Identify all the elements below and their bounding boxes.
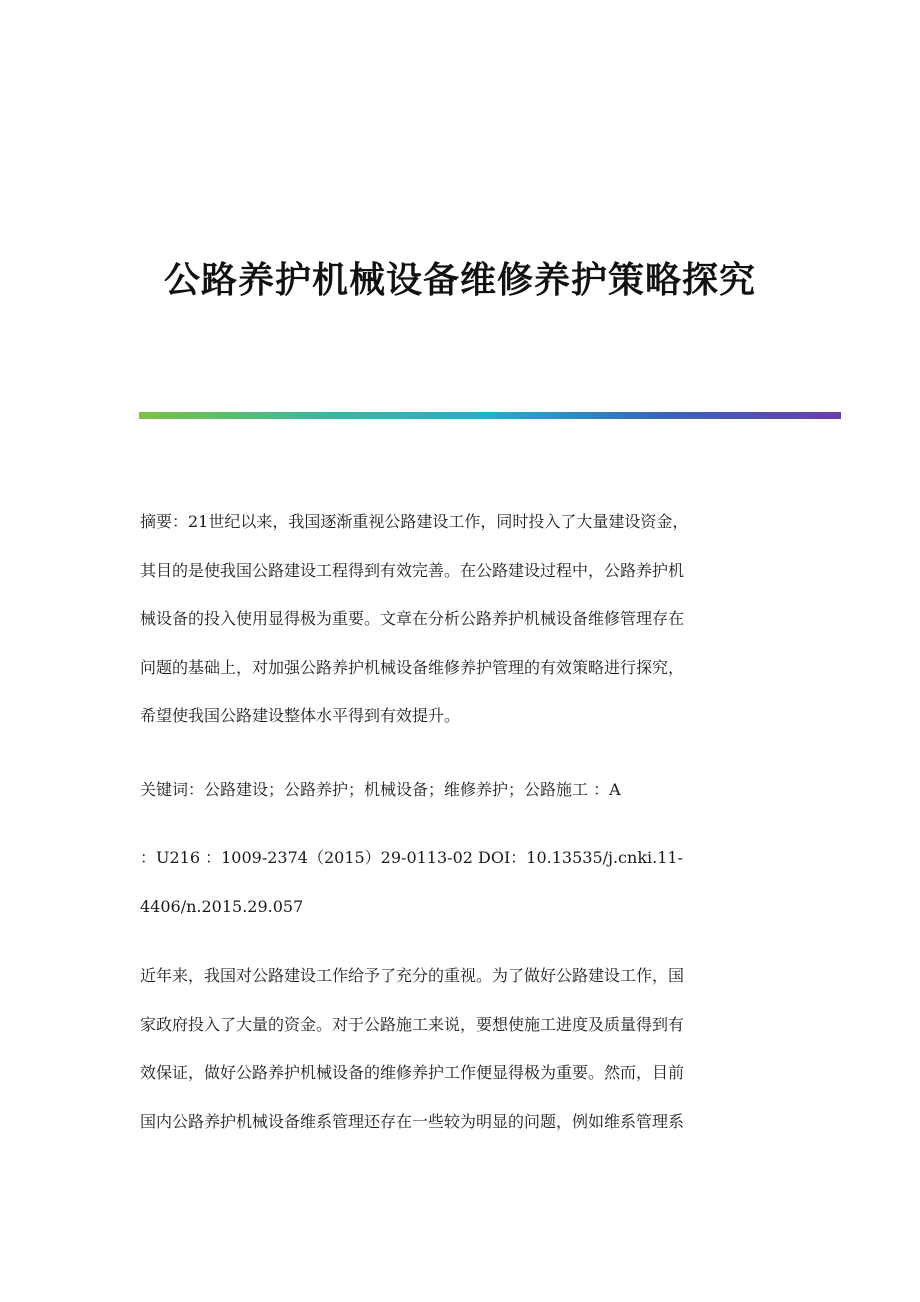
abstract-line: 其目的是使我国公路建设工程得到有效完善。在公路建设过程中，公路养护机 — [140, 560, 685, 580]
body-line: 家政府投入了大量的资金。对于公路施工来说，要想使施工进度及质量得到有 — [140, 1014, 685, 1034]
classification-line: 4406/n.2015.29.057 — [140, 896, 304, 916]
abstract-line: 希望使我国公路建设整体水平得到有效提升。 — [140, 706, 461, 726]
document-title: 公路养护机械设备维修养护策略探究 — [163, 259, 756, 302]
abstract-line: 问题的基础上，对加强公路养护机械设备维修养护管理的有效策略进行探究， — [140, 657, 685, 677]
body-line: 国内公路养护机械设备维系管理还存在一些较为明显的问题，例如维系管理系 — [140, 1111, 685, 1131]
body-paragraph — [140, 952, 780, 1146]
keywords-paragraph — [140, 766, 780, 815]
classification-paragraph — [140, 834, 780, 931]
title-divider — [139, 412, 841, 419]
classification-line: ：U216 ：1009-2374（2015）29-0113-02 DOI：10.13535/j.cnki.11- — [140, 848, 683, 867]
keywords-line: 关键词：公路建设；公路养护；机械设备；维修养护；公路施工 ：A — [140, 780, 621, 799]
body-line: 近年来，我国对公路建设工作给予了充分的重视。为了做好公路建设工作，国 — [140, 966, 685, 985]
abstract-line: 摘要：21世纪以来，我国逐渐重视公路建设工作，同时投入了大量建设资金， — [140, 512, 689, 531]
abstract-line: 械设备的投入使用显得极为重要。文章在分析公路养护机械设备维修管理存在 — [140, 609, 685, 629]
body-line: 效保证，做好公路养护机械设备的维修养护工作便显得极为重要。然而，目前 — [140, 1063, 685, 1083]
abstract-paragraph — [140, 498, 780, 741]
